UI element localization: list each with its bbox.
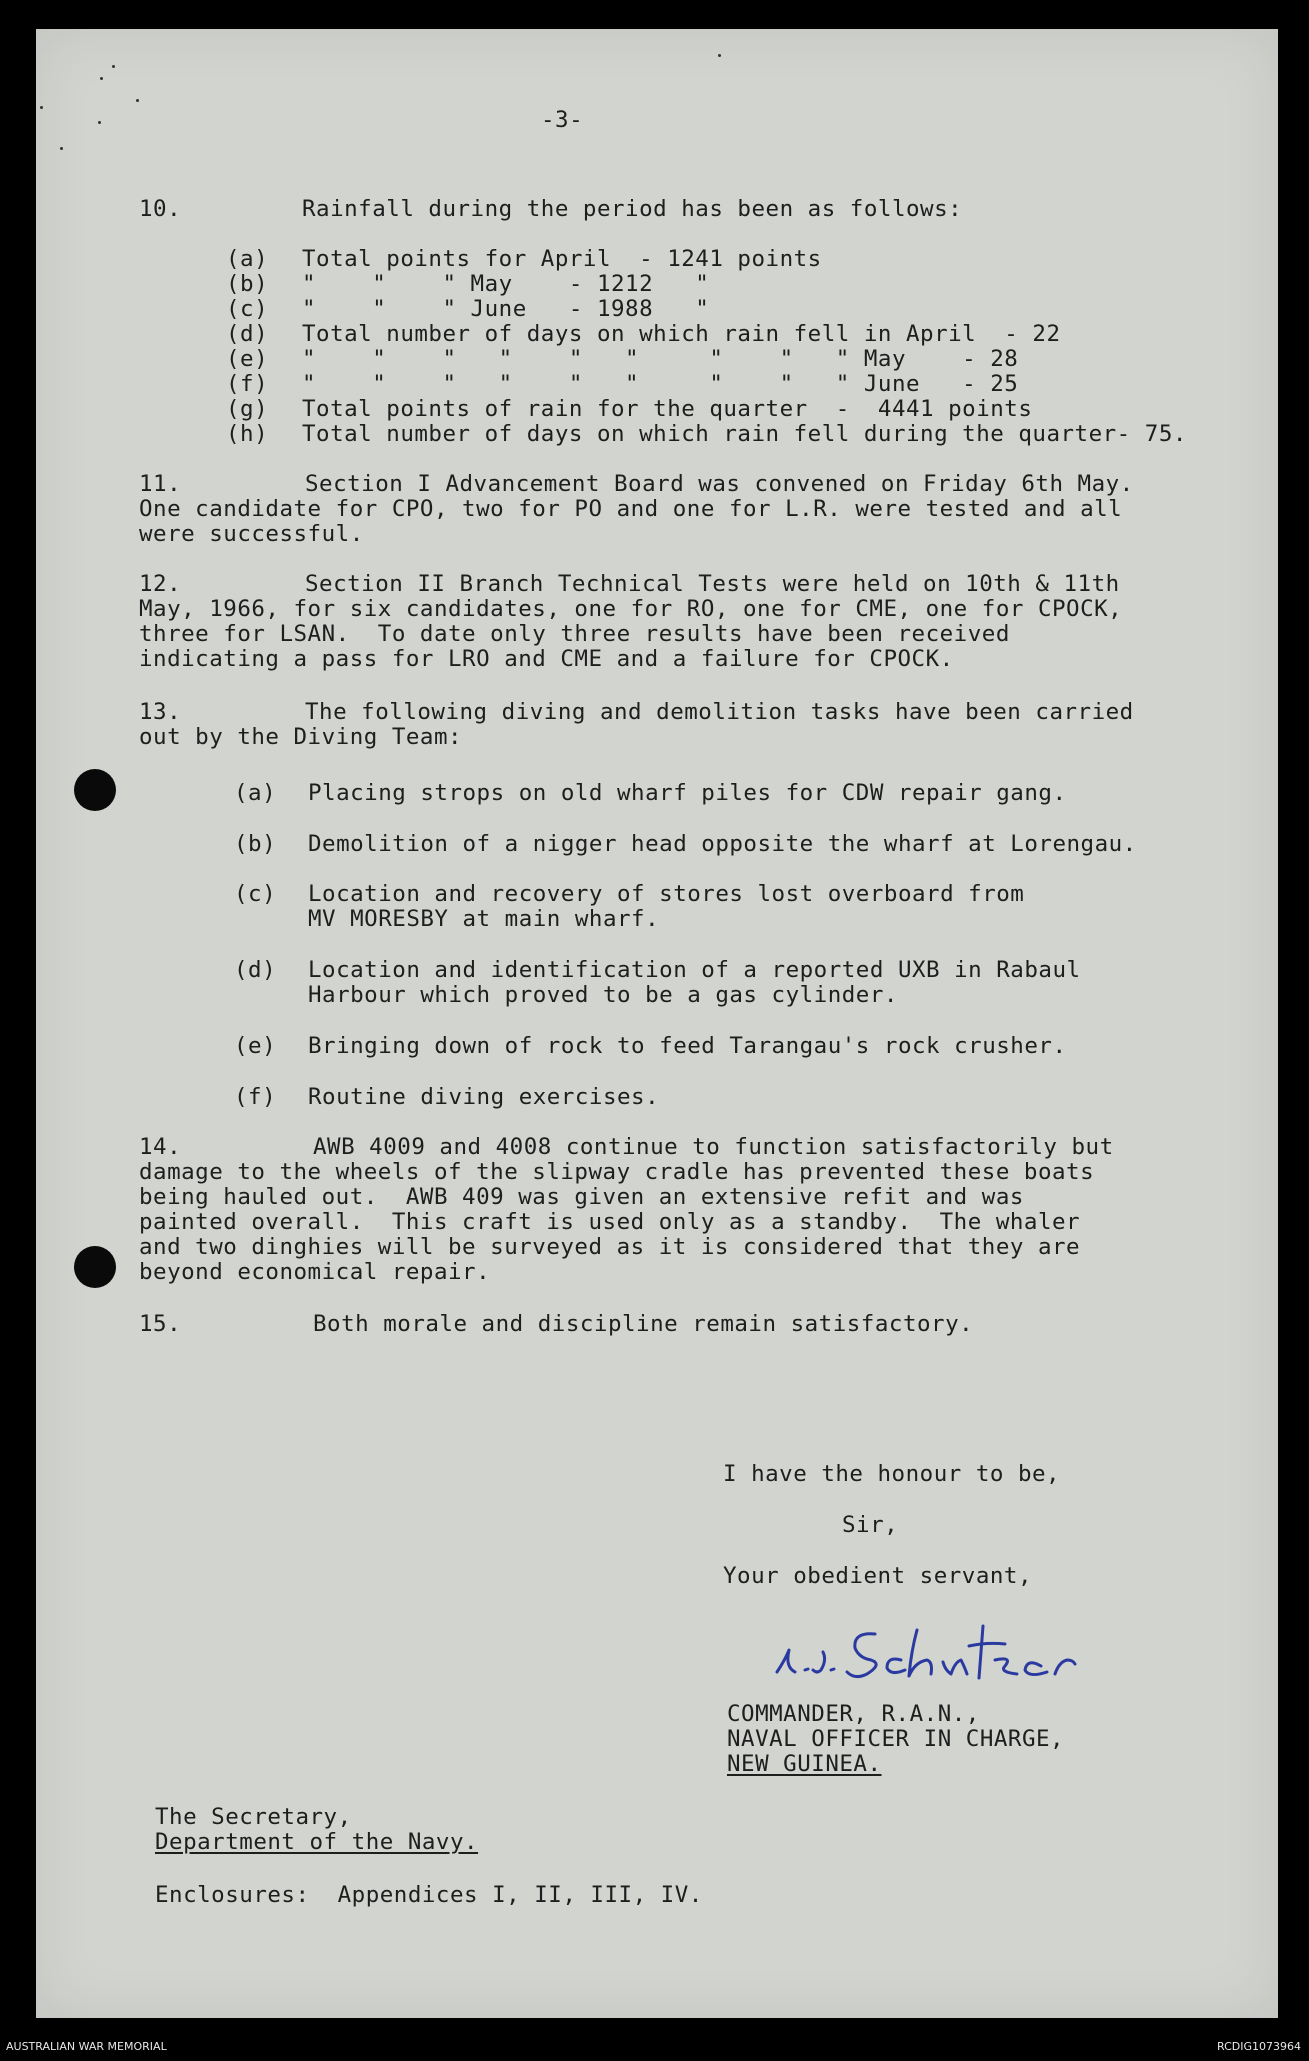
rainfall-item-label: (a)	[226, 246, 269, 272]
paper-speck	[60, 147, 63, 150]
para-14-line: being hauled out. AWB 409 was given an extensive refit and was	[139, 1184, 1024, 1210]
rainfall-item-text: Total points of rain for the quarter - 4441 points	[302, 396, 1033, 422]
task-text: Demolition of a nigger head opposite the wharf at Lorengau.	[308, 831, 1137, 857]
footer-record-id: RCDIG1073964	[1216, 2040, 1301, 2053]
task-text: Harbour which proved to be a gas cylinder.	[308, 982, 898, 1008]
rainfall-item-label: (c)	[226, 296, 269, 322]
addressee-department: Department of the Navy.	[155, 1829, 479, 1855]
rainfall-item-text: " " " " " " " " " June - 25	[302, 371, 1019, 397]
paper-speck	[40, 106, 43, 109]
para-15-number: 15.	[139, 1311, 182, 1337]
task-label: (e)	[234, 1033, 277, 1059]
page-number: -3-	[541, 107, 584, 133]
addressee-line: The Secretary,	[155, 1804, 352, 1830]
para-10-number: 10.	[139, 196, 182, 222]
rainfall-item-text: " " " May - 1212 "	[302, 271, 710, 297]
rainfall-item-text: Total number of days on which rain fell in April - 22	[302, 321, 1061, 347]
paper-speck	[100, 77, 103, 80]
paper-speck	[112, 65, 115, 68]
para-13-line: The following diving and demolition tasks have been carried	[305, 699, 1134, 725]
task-text: Bringing down of rock to feed Tarangau's rock crusher.	[308, 1033, 1067, 1059]
rainfall-item-label: (h)	[226, 421, 269, 447]
signatory-place: NEW GUINEA.	[727, 1751, 882, 1777]
punch-hole	[74, 1246, 116, 1288]
rainfall-item-label: (b)	[226, 271, 269, 297]
rainfall-item-label: (f)	[226, 371, 269, 397]
para-14-line: beyond economical repair.	[139, 1259, 491, 1285]
para-12-line: May, 1966, for six candidates, one for RO, one for CME, one for CPOCK,	[139, 596, 1123, 622]
rainfall-item-text: " " " " " " " " " May - 28	[302, 346, 1019, 372]
rainfall-item-text: Total points for April - 1241 points	[302, 246, 822, 272]
task-label: (a)	[234, 780, 277, 806]
para-12-line: three for LSAN. To date only three results have been received	[139, 621, 1010, 647]
task-text: MV MORESBY at main wharf.	[308, 906, 660, 932]
rainfall-item-label: (e)	[226, 346, 269, 372]
para-12-line: Section II Branch Technical Tests were held on 10th & 11th	[305, 571, 1120, 597]
para-14-line: and two dinghies will be surveyed as it is considered that they are	[139, 1234, 1081, 1260]
task-label: (d)	[234, 957, 277, 983]
rainfall-item-label: (g)	[226, 396, 269, 422]
para-13-line: out by the Diving Team:	[139, 724, 463, 750]
task-text: Routine diving exercises.	[308, 1084, 660, 1110]
task-label: (b)	[234, 831, 277, 857]
task-text: Location and recovery of stores lost overboard from	[308, 881, 1025, 907]
para-15-text: Both morale and discipline remain satisfactory.	[313, 1311, 974, 1337]
enclosures: Enclosures: Appendices I, II, III, IV.	[155, 1882, 703, 1908]
handwritten-signature	[755, 1612, 1115, 1692]
closing-line: Your obedient servant,	[723, 1563, 1033, 1589]
signatory-rank: COMMANDER, R.A.N.,	[727, 1701, 980, 1727]
task-label: (c)	[234, 881, 277, 907]
para-11-line: Section I Advancement Board was convened on Friday 6th May.	[305, 471, 1134, 497]
paper-speck	[136, 99, 139, 102]
rainfall-item-text: " " " June - 1988 "	[302, 296, 710, 322]
paper-speck	[98, 121, 101, 124]
task-label: (f)	[234, 1084, 277, 1110]
para-14-line: painted overall. This craft is used only as a standby. The whaler	[139, 1209, 1081, 1235]
para-14-line: damage to the wheels of the slipway cradle has prevented these boats	[139, 1159, 1095, 1185]
task-text: Location and identification of a reported UXB in Rabaul	[308, 957, 1081, 983]
signatory-title: NAVAL OFFICER IN CHARGE,	[727, 1726, 1065, 1752]
rainfall-item-text: Total number of days on which rain fell during the quarter- 75.	[302, 421, 1187, 447]
para-11-line: One candidate for CPO, two for PO and one for L.R. were tested and all	[139, 496, 1123, 522]
punch-hole	[74, 769, 116, 811]
para-14-line: AWB 4009 and 4008 continue to function satisfactorily but	[313, 1134, 1114, 1160]
para-14-number: 14.	[139, 1134, 182, 1160]
paper-speck	[718, 54, 721, 57]
footer-archive-name: AUSTRALIAN WAR MEMORIAL	[6, 2040, 167, 2053]
para-11-number: 11.	[139, 471, 182, 497]
para-11-line: were successful.	[139, 521, 364, 547]
para-12-number: 12.	[139, 571, 182, 597]
closing-line: Sir,	[842, 1512, 899, 1538]
para-13-number: 13.	[139, 699, 182, 725]
rainfall-item-label: (d)	[226, 321, 269, 347]
task-text: Placing strops on old wharf piles for CDW repair gang.	[308, 780, 1067, 806]
para-12-line: indicating a pass for LRO and CME and a failure for CPOCK.	[139, 646, 954, 672]
para-10-intro: Rainfall during the period has been as follows:	[302, 196, 963, 222]
closing-line: I have the honour to be,	[723, 1461, 1061, 1487]
